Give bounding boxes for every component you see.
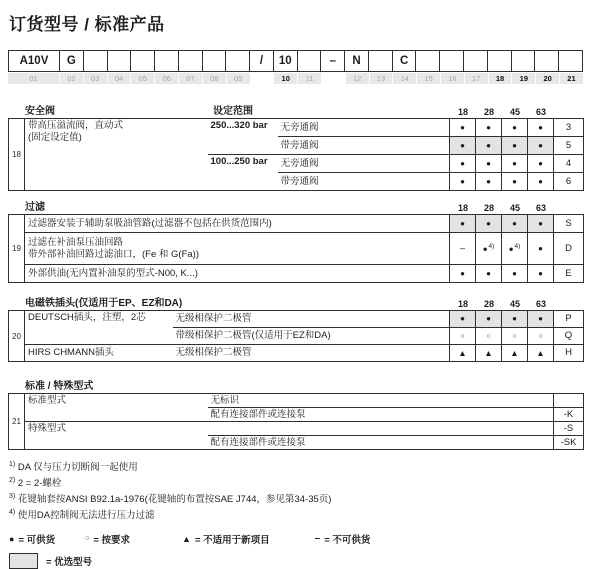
option-label: 配有连接部件或连接泵 [208,408,554,422]
footnotes [9,458,592,523]
option-label: 无旁通阀 [278,119,450,137]
availability-cell: ● [528,265,554,283]
dash-icon: – [314,533,321,545]
availability-cell: ● [450,215,476,233]
table-row [25,345,584,362]
availability-cell: ● [528,155,554,173]
availability-cell: ● [476,155,502,173]
code-cell: Q [554,328,584,345]
table-row [25,265,584,283]
availability-cell: ●$^{4)}$ [476,233,502,265]
field-number: 12 [345,73,369,84]
option-label: 无级相保护二极管 [173,311,450,328]
size-column-header: 28 [483,203,494,213]
table-row [25,233,584,265]
availability-cell: ● [476,311,502,328]
availability-cell: ○ [528,328,554,345]
footnote: $^{2)}$ 2 = 2-螺栓 [9,477,62,490]
code-cell: 5 [554,137,584,155]
section-18-body [8,118,592,191]
version-type: 标准型式 [25,394,208,422]
order-code-separator: / [250,50,274,72]
availability-cell: ● [502,155,528,173]
order-code-cell [155,50,179,72]
availability-cell: ● [528,215,554,233]
availability-cell: ● [502,137,528,155]
connector-type: HIRS CHMANN插头 [25,345,173,362]
order-code-cell: G [60,50,84,72]
legend-item: ○ = 按要求 [85,534,131,546]
section-18-safety-valve [8,102,592,191]
availability-cell: ● [450,119,476,137]
availability-cell: ● [450,155,476,173]
field-number-gap [321,73,345,84]
availability-cell: ● [450,137,476,155]
field-number: 09 [226,73,250,84]
section-18-table [24,118,584,191]
field-number: 15 [416,73,440,84]
connector-type: DEUTSCH插头，注塑，2芯 [25,311,173,345]
order-code-cell: 10 [274,50,298,72]
field-number: 06 [154,73,178,84]
field-number: 07 [178,73,202,84]
order-code-separator: – [321,50,345,72]
order-code-cell [108,50,132,72]
field-number: 17 [464,73,488,84]
field-number: 08 [202,73,226,84]
footnote: $^{4)}$ 使用DA控制阀无法进行压力过滤 [9,509,155,522]
availability-cell: ● [502,265,528,283]
footnote: $^{3)}$ 花键轴套按ANSI B92.1a-1976(花键轴的布置按SAE J744，参见第34-35页) [9,493,332,506]
order-code-cell: C [393,50,417,72]
section-18-header [25,102,584,118]
option-label: 过滤在补油泵压油回路 带外部补油回路过滤油口，(Fe 和 G(Fa)) [25,233,450,265]
availability-cell: ● [502,173,528,191]
section-20-solenoid-connector [8,294,592,362]
code-cell: 4 [554,155,584,173]
field-number: 01 [8,73,59,84]
availability-cell: ○ [502,328,528,345]
table-row [25,422,584,436]
availability-cell: ● [476,265,502,283]
code-cell: 3 [554,119,584,137]
section-19-table [24,214,584,283]
section-number: 19 [8,214,24,283]
table-row [25,215,584,233]
section-21-body [8,393,592,450]
option-label: 无级相保护二极管 [173,345,450,362]
filled-dot-icon: ● [9,533,15,544]
order-code-field-numbers [8,73,583,84]
availability-cell: ● [502,311,528,328]
field-number-gap [250,73,274,84]
field-number: 03 [83,73,107,84]
size-column-header: 28 [483,107,494,117]
order-code-cell: A10V [8,50,60,72]
option-label: 配有连接部件或连接泵 [208,436,554,450]
code-cell: E [554,265,584,283]
code-cell: 6 [554,173,584,191]
size-column-header: 18 [457,107,468,117]
legend-item: ▲ = 不适用于新项目 [182,533,270,546]
option-label: 带旁通阀 [278,137,450,155]
availability-cell: – [450,233,476,265]
order-code-cell [535,50,559,72]
preferred-label: = 优选型号 [46,556,93,568]
table-row [25,119,584,137]
pressure-range: 250...320 bar [208,119,278,155]
field-number: 21 [559,73,583,84]
section-title: 安全阀 [25,106,55,117]
availability-cell: ▲ [476,345,502,362]
availability-cell: ● [528,233,554,265]
code-cell: -SK [554,436,584,450]
field-number: 10 [273,73,297,84]
availability-cell: ▲ [528,345,554,362]
field-number: 05 [130,73,154,84]
section-title: 过滤 [25,202,45,213]
availability-cell: ▲ [502,345,528,362]
availability-cell: ▲ [450,345,476,362]
order-code-cell [131,50,155,72]
order-code-cell: N [345,50,369,72]
field-number: 16 [440,73,464,84]
page-title: 订货型号 / 标准产品 [9,15,165,34]
size-column-header: 45 [509,203,520,213]
table-row [25,394,584,408]
preferred-legend [9,553,592,569]
size-column-header: 63 [535,299,546,309]
size-column-header: 18 [457,203,468,213]
order-code-cell [203,50,227,72]
order-code-cell [179,50,203,72]
section-20-header [25,294,584,310]
order-code-cell [440,50,464,72]
field-number: 04 [107,73,131,84]
availability-cell: ● [450,265,476,283]
availability-cell: ○ [450,328,476,345]
section-21-table [24,393,584,450]
field-number: 02 [59,73,83,84]
code-cell: D [554,233,584,265]
field-number: 18 [488,73,512,84]
option-label [208,422,554,436]
availability-cell: ● [450,311,476,328]
section-21-standard-special [8,377,592,450]
availability-cell: ● [476,119,502,137]
field-number: 20 [535,73,559,84]
availability-cell: ● [528,119,554,137]
triangle-icon: ▲ [182,533,191,544]
section-number: 21 [8,393,24,450]
legend-item: – = 不可供货 [314,533,371,546]
section-19-filtration [8,198,592,283]
order-code-cell [298,50,322,72]
order-code-cell [226,50,250,72]
availability-cell: ● [528,173,554,191]
field-number: 13 [369,73,393,84]
preferred-swatch [9,553,38,569]
option-label: 无标识 [208,394,554,408]
field-number: 11 [297,73,321,84]
valve-description: 带高压溢流阀，直动式 (固定设定值) [25,119,208,191]
section-number: 20 [8,310,24,362]
availability-cell: ● [476,137,502,155]
availability-cell: ● [450,173,476,191]
section-title: 标准 / 特殊型式 [25,381,94,392]
option-label: 带级相保护二极管(仅适用于EZ和DA) [173,328,450,345]
open-circle-icon: ○ [85,535,90,543]
legend-item: ● = 可供货 [9,533,56,546]
code-cell: H [554,345,584,362]
availability-cell: ● [528,137,554,155]
section-20-body [8,310,592,362]
section-title: 电磁铁插头(仅适用于EP、EZ和DA) [25,298,183,309]
section-20-table [24,310,584,362]
size-column-header: 63 [535,107,546,117]
size-column-header: 45 [509,299,520,309]
section-subtitle: 设定范围 [213,106,253,117]
code-cell: P [554,311,584,328]
order-code-cell [369,50,393,72]
section-19-header [25,198,584,214]
size-column-header: 63 [535,203,546,213]
order-code-grid [8,50,583,72]
size-column-header: 18 [457,299,468,309]
option-label: 带旁通阀 [278,173,450,191]
table-row [25,311,584,328]
option-label: 过滤器安装于辅助泵吸油管路(过滤器不包括在供货范围内) [25,215,450,233]
size-column-header: 45 [509,107,520,117]
option-label: 无旁通阀 [278,155,450,173]
code-cell: S [554,215,584,233]
section-21-header [25,377,584,393]
order-code-cell [84,50,108,72]
availability-cell: ● [502,119,528,137]
size-column-header: 28 [483,299,494,309]
order-code-cell [559,50,583,72]
order-code-cell [512,50,536,72]
code-cell: -S [554,422,584,436]
order-code-cell [464,50,488,72]
pressure-range: 100...250 bar [208,155,278,191]
field-number: 19 [511,73,535,84]
section-number: 18 [8,118,24,191]
option-label: 外部供油(无内置补油泵的型式-N00, K...) [25,265,450,283]
availability-cell: ●$^{4)}$ [502,233,528,265]
code-cell: -K [554,408,584,422]
order-code-cell [416,50,440,72]
availability-cell: ● [476,173,502,191]
availability-cell: ● [476,215,502,233]
availability-cell: ● [502,215,528,233]
field-number: 14 [392,73,416,84]
footnote: $^{1)}$ DA 仅与压力切断阀一起使用 [9,461,138,474]
availability-cell: ● [528,311,554,328]
availability-cell: ○ [476,328,502,345]
code-cell [554,394,584,408]
order-code-cell [488,50,512,72]
version-type: 特殊型式 [25,422,208,450]
section-19-body [8,214,592,283]
